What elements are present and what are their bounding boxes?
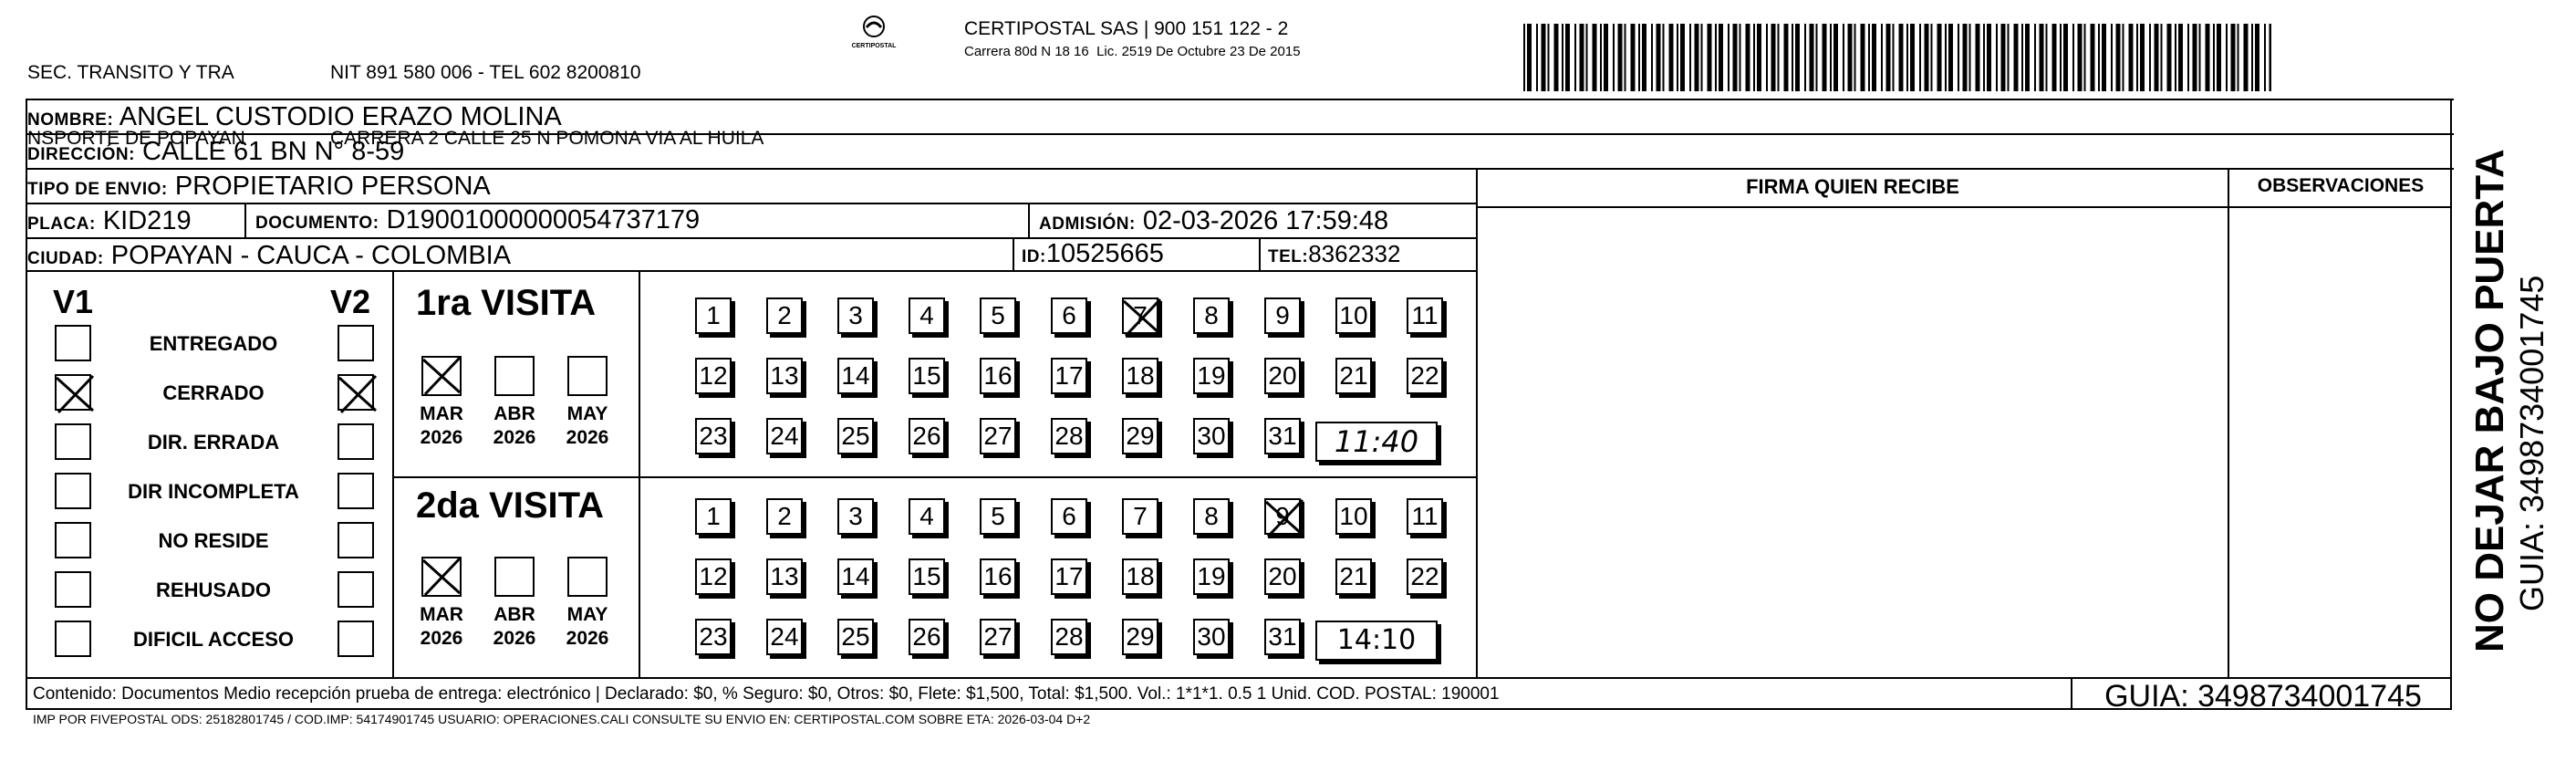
tel-cell: [1259, 237, 1452, 270]
admision-cell: [1028, 203, 1388, 237]
status-label: DIFICIL ACCESO: [132, 628, 294, 651]
signature-area[interactable]: [1478, 208, 2228, 679]
day-box[interactable]: 31: [1264, 619, 1301, 655]
direccion-value: CALLE 61 BN N° 8-59: [142, 137, 405, 166]
id-label: ID:: [1022, 247, 1046, 266]
v1-checkbox[interactable]: [55, 621, 91, 657]
admision-label: ADMISIÓN:: [1039, 214, 1136, 234]
day-box[interactable]: 28: [1051, 619, 1087, 655]
day-box[interactable]: 26: [909, 619, 945, 655]
day-box[interactable]: 21: [1335, 358, 1372, 394]
tipo-label: TIPO DE ENVIO:: [27, 180, 168, 199]
day-box[interactable]: 15: [909, 558, 945, 595]
day-box[interactable]: 14: [837, 358, 874, 394]
day-box[interactable]: 18: [1122, 358, 1158, 394]
admision-value: 02-03-2026 17:59:48: [1142, 206, 1389, 235]
firma-heading: FIRMA QUIEN RECIBE: [1746, 175, 1959, 198]
courier-line2: Carrera 80d N 18 16 Lic. 2519 De Octubre 23 De 2015: [964, 44, 1301, 59]
footer-divider: [2071, 677, 2072, 710]
observations-area[interactable]: [2229, 208, 2452, 679]
month-checkbox[interactable]: [567, 557, 608, 597]
nombre-row: [27, 99, 2454, 133]
day-box[interactable]: 19: [1193, 358, 1230, 394]
status-label: ENTREGADO: [149, 332, 278, 355]
day-box[interactable]: 31: [1264, 418, 1301, 454]
month-checkbox[interactable]: [421, 557, 462, 597]
day-box[interactable]: 20: [1264, 358, 1301, 394]
footer-top-line: [27, 677, 2452, 679]
v1-checkbox[interactable]: [55, 522, 91, 558]
v2-checkbox[interactable]: [338, 621, 374, 657]
day-box[interactable]: 28: [1051, 418, 1087, 454]
observaciones-heading: OBSERVACIONES: [2257, 175, 2425, 196]
second-visit-time[interactable]: 14:10: [1315, 621, 1438, 661]
day-box[interactable]: 11: [1407, 498, 1443, 535]
documento-label: DOCUMENTO:: [255, 214, 379, 233]
v2-checkbox[interactable]: [338, 325, 374, 361]
year-label: 2026: [493, 427, 536, 448]
day-box[interactable]: 16: [980, 358, 1016, 394]
day-box[interactable]: 21: [1335, 558, 1372, 595]
svg-text:CERTIPOSTAL: CERTIPOSTAL: [851, 43, 897, 49]
day-box[interactable]: 17: [1051, 358, 1087, 394]
day-box[interactable]: 19: [1193, 558, 1230, 595]
sender-line2: NSPORTE DE POPAYAN: [27, 128, 245, 149]
day-box[interactable]: 24: [766, 418, 803, 454]
day-box[interactable]: 3: [837, 297, 874, 334]
day-box[interactable]: 29: [1122, 619, 1158, 655]
certipostal-logo: [845, 15, 903, 55]
day-box[interactable]: 1: [695, 498, 732, 535]
placa-value: KID219: [102, 206, 192, 235]
day-box[interactable]: 25: [837, 418, 874, 454]
month-label: ABR: [493, 403, 535, 424]
day-box[interactable]: 10: [1335, 498, 1372, 535]
id-value: 10525665: [1045, 239, 1164, 268]
year-label: 2026: [420, 628, 463, 649]
day-box[interactable]: 15: [909, 358, 945, 394]
documento-cell: [244, 203, 700, 237]
v1-heading: V1: [53, 283, 94, 320]
month-checkbox[interactable]: [567, 356, 608, 396]
day-box[interactable]: 20: [1264, 558, 1301, 595]
v1-checkbox[interactable]: [55, 571, 91, 608]
month-label: ABR: [493, 604, 535, 625]
tel-label: TEL:: [1268, 247, 1309, 266]
status-divider: [392, 272, 394, 677]
v1-checkbox[interactable]: [55, 325, 91, 361]
day-box[interactable]: 4: [909, 297, 945, 334]
day-box[interactable]: 4: [909, 498, 945, 535]
month-label: MAY: [566, 604, 608, 625]
status-label: CERRADO: [162, 381, 265, 404]
year-label: 2026: [566, 427, 609, 448]
day-box[interactable]: 14: [837, 558, 874, 595]
courier-block: [964, 18, 1301, 60]
second-visit-title: 2da VISITA: [416, 485, 604, 526]
day-box[interactable]: 13: [766, 558, 803, 595]
tel-value: 8362332: [1308, 240, 1401, 267]
day-box[interactable]: 13: [766, 358, 803, 394]
day-box[interactable]: 7: [1122, 297, 1158, 334]
year-label: 2026: [566, 628, 609, 649]
nit-line1: NIT 891 580 006 - TEL 602 8200810: [330, 62, 641, 83]
day-box[interactable]: 8: [1193, 498, 1230, 535]
side-warning: NO DEJAR BAJO PUERTA: [2467, 149, 2512, 652]
first-visit-title: 1ra VISITA: [416, 283, 597, 323]
day-box[interactable]: 23: [695, 418, 732, 454]
v2-checkbox[interactable]: [338, 522, 374, 558]
day-box[interactable]: 24: [766, 619, 803, 655]
contenido-line: Contenido: Documentos Medio recepción prueba de entrega: electrónico | Declarado: $0, % Seguro: $0, Otros: $0, Flete: $1,500, Total: $1,500. Vol.: 1*1*1. 0.5 1 Unid. COD. POSTAL: 190001: [33, 684, 1500, 704]
day-box[interactable]: 25: [837, 619, 874, 655]
ciudad-value: POPAYAN - CAUCA - COLOMBIA: [110, 241, 512, 270]
imp-line: IMP POR FIVEPOSTAL ODS: 25182801745 / COD.IMP: 54174901745 USUARIO: OPERACIONES.CALI CONSULTE SU ENVIO EN: CERTIPOSTAL.COM SOBRE ETA: 2026-03-04 D+2: [33, 712, 1091, 726]
first-visit-time[interactable]: 11:40: [1315, 422, 1438, 462]
documento-value: D19001000000054737179: [386, 205, 701, 235]
month-label: MAR: [420, 604, 463, 625]
v2-checkbox[interactable]: [338, 571, 374, 608]
day-box[interactable]: 11: [1407, 297, 1443, 334]
placa-label: PLACA:: [27, 214, 96, 234]
day-box[interactable]: 8: [1193, 297, 1230, 334]
nit-line2: CARRERA 2 CALLE 25 N POMONA VIA AL HUILA: [330, 128, 764, 149]
day-box[interactable]: 18: [1122, 558, 1158, 595]
nombre-value: ANGEL CUSTODIO ERAZO MOLINA: [119, 102, 562, 131]
v2-checkbox[interactable]: [338, 423, 374, 460]
v1-checkbox[interactable]: [55, 374, 91, 411]
month-checkbox[interactable]: [421, 356, 462, 396]
month-label: MAR: [420, 403, 463, 424]
grid-top-line: [27, 270, 1478, 272]
day-box[interactable]: 23: [695, 619, 732, 655]
side-label: [2461, 146, 2552, 657]
tipo-value: PROPIETARIO PERSONA: [174, 172, 491, 201]
v1-checkbox[interactable]: [55, 423, 91, 460]
day-box[interactable]: 30: [1193, 619, 1230, 655]
month-divider: [639, 272, 640, 677]
day-box[interactable]: 22: [1407, 558, 1443, 595]
ciudad-label: CIUDAD:: [27, 249, 104, 268]
day-box[interactable]: 3: [837, 498, 874, 535]
month-checkbox[interactable]: [494, 557, 535, 597]
direccion-row: [27, 133, 2454, 168]
status-label: REHUSADO: [156, 579, 271, 601]
day-box[interactable]: 7: [1122, 498, 1158, 535]
day-box[interactable]: 26: [909, 418, 945, 454]
day-box[interactable]: 27: [980, 418, 1016, 454]
day-box[interactable]: 9: [1264, 498, 1301, 535]
status-label: NO RESIDE: [158, 529, 269, 552]
status-label: DIR INCOMPLETA: [128, 480, 299, 503]
visit-divider: [394, 476, 1478, 478]
day-box[interactable]: 17: [1051, 558, 1087, 595]
day-box[interactable]: 6: [1051, 498, 1087, 535]
day-box[interactable]: 6: [1051, 297, 1087, 334]
day-box[interactable]: 29: [1122, 418, 1158, 454]
day-box[interactable]: 9: [1264, 297, 1301, 334]
id-cell: [1013, 237, 1164, 270]
year-label: 2026: [493, 628, 536, 649]
side-guia: GUIA: 3498734001745: [2513, 275, 2550, 611]
day-box[interactable]: 1: [695, 297, 732, 334]
day-box[interactable]: 16: [980, 558, 1016, 595]
courier-line1: CERTIPOSTAL SAS | 900 151 122 - 2: [964, 18, 1289, 39]
month-label: MAY: [566, 403, 608, 424]
v2-heading: V2: [330, 283, 371, 320]
day-box[interactable]: 5: [980, 498, 1016, 535]
day-box[interactable]: 2: [766, 498, 803, 535]
v2-checkbox[interactable]: [338, 374, 374, 411]
day-box[interactable]: 27: [980, 619, 1016, 655]
day-box[interactable]: 12: [695, 358, 732, 394]
year-label: 2026: [420, 427, 463, 448]
direccion-label: DIRECCIÓN:: [27, 145, 135, 164]
day-box[interactable]: 30: [1193, 418, 1230, 454]
nombre-label: NOMBRE:: [27, 110, 114, 130]
day-box[interactable]: 2: [766, 297, 803, 334]
day-box[interactable]: 5: [980, 297, 1016, 334]
status-label: DIR. ERRADA: [147, 431, 280, 454]
day-box[interactable]: 22: [1407, 358, 1443, 394]
barcode: [1523, 24, 2271, 91]
sender-line1: SEC. TRANSITO Y TRA: [27, 62, 234, 83]
day-box[interactable]: 12: [695, 558, 732, 595]
month-checkbox[interactable]: [494, 356, 535, 396]
v2-checkbox[interactable]: [338, 473, 374, 509]
v1-checkbox[interactable]: [55, 473, 91, 509]
day-box[interactable]: 10: [1335, 297, 1372, 334]
footer-guia: GUIA: 3498734001745: [2104, 679, 2422, 714]
